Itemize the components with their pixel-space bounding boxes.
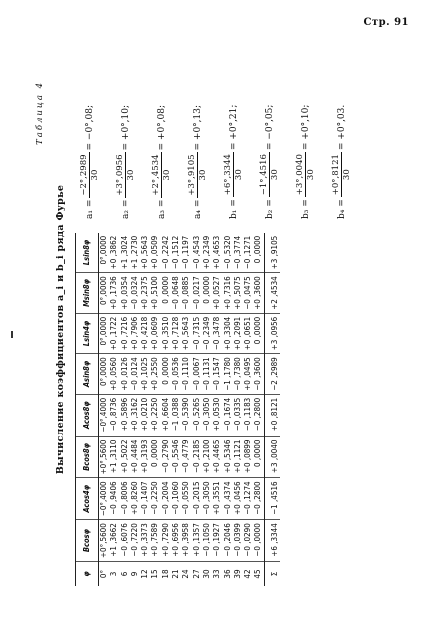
table-cell: −0 ,6076 <box>120 520 130 562</box>
table-cell: −0 ,0067 <box>192 354 202 395</box>
table-row <box>99 233 110 586</box>
table-cell: 0°,0000 <box>99 354 110 395</box>
numerator: +3°,9105 <box>187 154 197 196</box>
denominator: 30 <box>162 169 172 181</box>
table-row <box>181 233 191 586</box>
table-cell: −0 ,2046 <box>223 520 233 562</box>
denominator: 30 <box>90 169 100 181</box>
table-header-row <box>76 233 99 586</box>
table-row <box>130 233 140 586</box>
table-cell: +0 ,5346 <box>223 436 233 478</box>
table-cell: −0 ,1197 <box>181 233 191 273</box>
table-cell: −0 ,5265 <box>192 394 202 436</box>
table-cell: +0 ,0126 <box>120 354 130 395</box>
coefficient-value: = +0°,13; <box>192 104 203 151</box>
coefficient-symbol: a₁ = <box>84 199 95 219</box>
table-cell: 39 <box>232 569 242 579</box>
coefficient-result <box>295 79 316 219</box>
table-cell: 0° <box>99 569 108 579</box>
denominator: 30 <box>126 169 136 181</box>
table-cell: +0 ,7589 <box>150 520 160 562</box>
table-cell: −0 ,2004 <box>161 478 171 520</box>
coefficient-result <box>115 79 136 219</box>
table-cell: +0 ,1736 <box>109 273 119 314</box>
table-cell: −0 ,2250 <box>150 478 160 520</box>
table-cell: −0 ,3050 <box>202 478 212 520</box>
table-cell: 36 <box>222 569 232 579</box>
table-cell: +0 ,7216 <box>120 313 130 354</box>
table-cell: +0 ,7906 <box>130 313 140 354</box>
coefficient-symbol: a₃ = <box>156 199 167 219</box>
table-cell: +0 ,4465 <box>212 436 222 478</box>
table-row <box>243 233 253 586</box>
table-cell: −0 ,0000 <box>253 520 264 562</box>
coefficient-result <box>187 79 208 219</box>
table-cell: −0 ,0550 <box>181 478 191 520</box>
table-cell: +1 ,3024 <box>120 233 130 273</box>
table-cell: 0 ,0000 <box>253 436 264 478</box>
sum-row <box>264 233 280 586</box>
column-header: Acos8φ <box>76 394 99 436</box>
table-cell: −0 ,1927 <box>212 520 222 562</box>
column-header: Asin8φ <box>76 354 99 395</box>
table-cell: +0°,5600 <box>99 520 110 562</box>
table-caption: Вычисление коэффициентов a_i и b_i ряда Фурье <box>55 184 66 475</box>
sum-cell: +3 ,0040 <box>264 436 280 478</box>
table-row <box>109 233 119 586</box>
column-header: Lsin4φ <box>76 313 99 354</box>
table-cell: −0 ,8736 <box>109 394 119 436</box>
fraction <box>187 152 208 197</box>
table-cell: −0°,4000 <box>99 394 110 436</box>
denominator: 30 <box>234 169 244 181</box>
table-cell: 0 ,0000 <box>161 273 171 314</box>
table-cell: +0 ,0210 <box>140 394 150 436</box>
fraction <box>79 152 100 197</box>
table-cell: +0 ,8260 <box>130 478 140 520</box>
table-cell: −0 ,3050 <box>202 394 212 436</box>
table-cell: +0 ,0495 <box>243 354 253 395</box>
sum-cell: −1 ,4516 <box>264 478 280 520</box>
coefficient-result <box>151 79 172 219</box>
table-cell: +0 ,2550 <box>150 354 160 395</box>
table-row <box>223 233 233 586</box>
numerator: +6°,3344 <box>223 154 233 196</box>
table-cell: +0 ,5643 <box>181 313 191 354</box>
table-cell: −0 ,3478 <box>212 313 222 354</box>
table-cell: −0 ,0324 <box>130 273 140 314</box>
table-row <box>212 233 222 586</box>
table-cell: −0 ,1271 <box>243 233 253 273</box>
numerator: +3°,0040 <box>295 154 305 196</box>
table-cell: −0 ,1547 <box>212 354 222 395</box>
table-cell: −0 ,7315 <box>192 313 202 354</box>
table-cell: −0 ,1407 <box>140 478 150 520</box>
table-cell: +0 ,6956 <box>171 520 181 562</box>
table-cell: −0 ,1674 <box>223 394 233 436</box>
table-cell: 0 ,0000 <box>161 354 171 395</box>
coefficient-symbol: b₃ = <box>300 199 311 219</box>
table-cell: +0 ,2375 <box>140 273 150 314</box>
sum-cell: +3 ,9105 <box>264 233 280 273</box>
coefficient-value: = +0°,10; <box>300 104 311 151</box>
page-number: Стр. 91 <box>363 17 409 28</box>
coefficient-value: = −0°,05; <box>264 104 275 151</box>
coefficient-symbol: b₂ = <box>264 199 275 219</box>
table-cell: +1 ,2730 <box>130 233 140 273</box>
coefficient-result <box>259 79 280 219</box>
table-cell: −0°,4000 <box>99 478 110 520</box>
table-cell: −0 ,0217 <box>192 273 202 314</box>
table-cell: +0 ,0651 <box>243 313 253 354</box>
table-cell: −0 ,1512 <box>171 233 181 273</box>
column-header: Msin8φ <box>76 273 99 314</box>
fraction <box>115 152 136 197</box>
table-cell: +0°,5600 <box>99 436 110 478</box>
coefficient-result <box>223 79 244 219</box>
denominator: 30 <box>342 169 352 181</box>
table-cell: +0 ,3862 <box>109 233 119 273</box>
table-cell: +0 ,6604 <box>161 394 171 436</box>
table-cell: +0 ,1722 <box>109 313 119 354</box>
table-cell: −0 ,2800 <box>253 478 264 520</box>
table-cell: 0 ,0000 <box>150 436 160 478</box>
table-cell: −0 ,5390 <box>181 394 191 436</box>
table-cell: +0 ,0527 <box>212 273 222 314</box>
rotated-page-content <box>35 73 395 586</box>
denominator: 30 <box>306 169 316 181</box>
table-cell: −0 ,7220 <box>130 520 140 562</box>
fraction <box>223 152 244 197</box>
coefficient-result <box>79 79 100 219</box>
table-cell: −0 ,4543 <box>192 233 202 273</box>
table-cell: 33 <box>212 569 222 579</box>
table-cell: +0 ,0509 <box>150 233 160 273</box>
column-header: Lsin8φ <box>76 233 99 273</box>
table-cell: −0 ,8006 <box>120 478 130 520</box>
table-cell: +0 ,2349 <box>202 233 212 273</box>
table-row <box>161 233 171 586</box>
numerator: −1°,4516 <box>259 154 269 196</box>
table-cell: −0 ,0124 <box>130 354 140 395</box>
coefficient-symbol: a₄ = <box>192 199 203 219</box>
table-cell: +0 ,0456 <box>233 478 243 520</box>
table-cell: −0 ,1131 <box>202 354 212 395</box>
table-cell: −0 ,0335 <box>233 394 243 436</box>
table-cell: 0°,0000 <box>99 233 110 273</box>
table-cell: +1 ,3662 <box>109 520 119 562</box>
table-cell: +0 ,3304 <box>223 313 233 354</box>
fraction <box>151 152 172 197</box>
coefficient-symbol: a₂ = <box>120 199 131 219</box>
sum-cell: +3 ,0956 <box>264 313 280 354</box>
column-header: φ <box>76 562 99 587</box>
numerator: +0°,8121 <box>331 154 341 196</box>
table-cell: +0 ,0560 <box>109 354 119 395</box>
column-header: Bcosφ <box>76 520 99 562</box>
table-cell: +0 ,2100 <box>202 436 212 478</box>
table-cell: +0 ,1357 <box>192 520 202 562</box>
table-row <box>150 233 160 586</box>
coefficient-value: = +0°,03. <box>336 104 347 151</box>
table-cell: 24 <box>181 569 191 579</box>
numerator: +3°,0956 <box>115 154 125 196</box>
table-cell: 42 <box>243 569 253 579</box>
table-row <box>202 233 212 586</box>
table-cell: +0 ,0899 <box>243 436 253 478</box>
fraction <box>331 152 352 197</box>
table-cell: −0 ,2015 <box>192 478 202 520</box>
table-cell: +0 ,3162 <box>130 394 140 436</box>
table-cell: −0 ,9406 <box>109 478 119 520</box>
coefficient-value: = +0°,08; <box>156 104 167 151</box>
table-cell: 3 <box>109 571 119 577</box>
table-cell: −0 ,3774 <box>233 233 243 273</box>
table-cell: −0 ,0885 <box>181 273 191 314</box>
table-cell: +0 ,0609 <box>150 313 160 354</box>
table-cell: +0 ,2250 <box>150 394 160 436</box>
table-cell: −0 ,0290 <box>243 520 253 562</box>
column-header: Acos4φ <box>76 478 99 520</box>
table-cell: +0 ,7128 <box>171 313 181 354</box>
table-cell: −0 ,3600 <box>253 354 264 395</box>
coefficient-result <box>331 79 352 219</box>
table-label: Таблица 4 <box>35 81 45 145</box>
table-cell: 30 <box>201 569 211 579</box>
table-cell: +0 ,3510 <box>161 313 171 354</box>
table-cell: 0°,0000 <box>99 313 110 354</box>
table-cell: +0 ,5896 <box>120 394 130 436</box>
table-cell: −0 ,1050 <box>202 520 212 562</box>
denominator: 30 <box>270 169 280 181</box>
table-cell: 6 <box>119 571 129 577</box>
numerator: −2°,2989 <box>79 154 89 196</box>
table-row <box>192 233 202 586</box>
table-cell: 45 <box>253 562 264 587</box>
table-cell: 18 <box>160 569 170 579</box>
table-row <box>140 233 150 586</box>
table-cell: +1 ,3110 <box>109 436 119 478</box>
coefficient-value: = +0°,10; <box>120 104 131 151</box>
coefficient-symbol: b₄ = <box>336 199 347 219</box>
table-cell: +0 ,5643 <box>140 233 150 273</box>
table-cell: −0 ,4779 <box>181 436 191 478</box>
table-row <box>171 233 181 586</box>
sum-cell: −2 ,2989 <box>264 354 280 395</box>
table-cell: +0 ,0354 <box>120 273 130 314</box>
print-speck <box>11 331 13 338</box>
table-cell: −0 ,2185 <box>192 436 202 478</box>
table-cell: 0 ,0000 <box>253 313 264 354</box>
fraction <box>295 152 316 197</box>
table-cell: +0 ,0530 <box>212 394 222 436</box>
column-header: Bcos8φ <box>76 436 99 478</box>
table-cell: −0 ,5320 <box>223 233 233 273</box>
fraction <box>259 152 280 197</box>
table-cell: −0 ,1060 <box>171 478 181 520</box>
table-cell: 9 <box>129 571 139 577</box>
table-cell: 0°,0000 <box>99 273 110 314</box>
denominator: 30 <box>198 169 208 181</box>
sum-cell: +2 ,4534 <box>264 273 280 314</box>
table-cell: 12 <box>140 569 150 579</box>
table-cell: +0 ,1121 <box>233 436 243 478</box>
coefficient-value: = +0°,21; <box>228 104 239 151</box>
fourier-coefficients-table <box>75 233 280 586</box>
table-cell: +0 ,5075 <box>233 273 243 314</box>
table-cell: −0 ,2349 <box>202 313 212 354</box>
table-cell: +0 ,1025 <box>140 354 150 395</box>
coefficient-symbol: b₁ = <box>228 199 239 219</box>
table-cell: +0 ,5022 <box>120 436 130 478</box>
numerator: +2°,4534 <box>151 154 161 196</box>
table-cell: −0 ,7380 <box>233 354 243 395</box>
table-cell: +0 ,7290 <box>161 520 171 562</box>
table-cell: +0 ,5100 <box>150 273 160 314</box>
table-cell: +0 ,3551 <box>212 478 222 520</box>
table-cell: −0 ,1183 <box>243 394 253 436</box>
table-cell: +0 ,3600 <box>253 273 264 314</box>
table-cell: −0 ,0648 <box>171 273 181 314</box>
table-row <box>253 233 264 586</box>
table-cell: −1 ,0388 <box>171 394 181 436</box>
table-cell: +0 ,4484 <box>130 436 140 478</box>
table-cell: −1 ,1780 <box>223 354 233 395</box>
table-cell: −0 ,1110 <box>181 354 191 395</box>
table-cell: +0 ,3193 <box>140 436 150 478</box>
table-cell: −0 ,2800 <box>253 394 264 436</box>
table-cell: +0 ,3373 <box>140 520 150 562</box>
table-cell: 0 ,0000 <box>253 233 264 273</box>
table-cell: 0 ,0000 <box>202 273 212 314</box>
sum-cell: +6 ,3344 <box>264 520 280 562</box>
table-cell: +0 ,2091 <box>233 313 243 354</box>
table-cell: 21 <box>171 569 181 579</box>
table-cell: +0 ,7316 <box>223 273 233 314</box>
sum-cell: Σ <box>264 562 280 587</box>
table-cell: −0 ,0536 <box>171 354 181 395</box>
table-cell: 27 <box>191 569 201 579</box>
table-cell: 15 <box>150 569 160 579</box>
table-cell: −0 ,0399 <box>233 520 243 562</box>
table-cell: −0 ,5546 <box>171 436 181 478</box>
sum-cell: +0 ,8121 <box>264 394 280 436</box>
table-cell: −0 ,2790 <box>161 436 171 478</box>
table-row <box>233 233 243 586</box>
table-cell: +0 ,4653 <box>212 233 222 273</box>
table-cell: +0 ,4218 <box>140 313 150 354</box>
coefficient-value: = −0°,08; <box>84 104 95 151</box>
table-cell: −0 ,4374 <box>223 478 233 520</box>
table-cell: +0 ,3958 <box>181 520 191 562</box>
table-cell: −0 ,0475 <box>243 273 253 314</box>
table-cell: −0 ,2242 <box>161 233 171 273</box>
table-cell: −0 ,1274 <box>243 478 253 520</box>
table-row <box>120 233 130 586</box>
